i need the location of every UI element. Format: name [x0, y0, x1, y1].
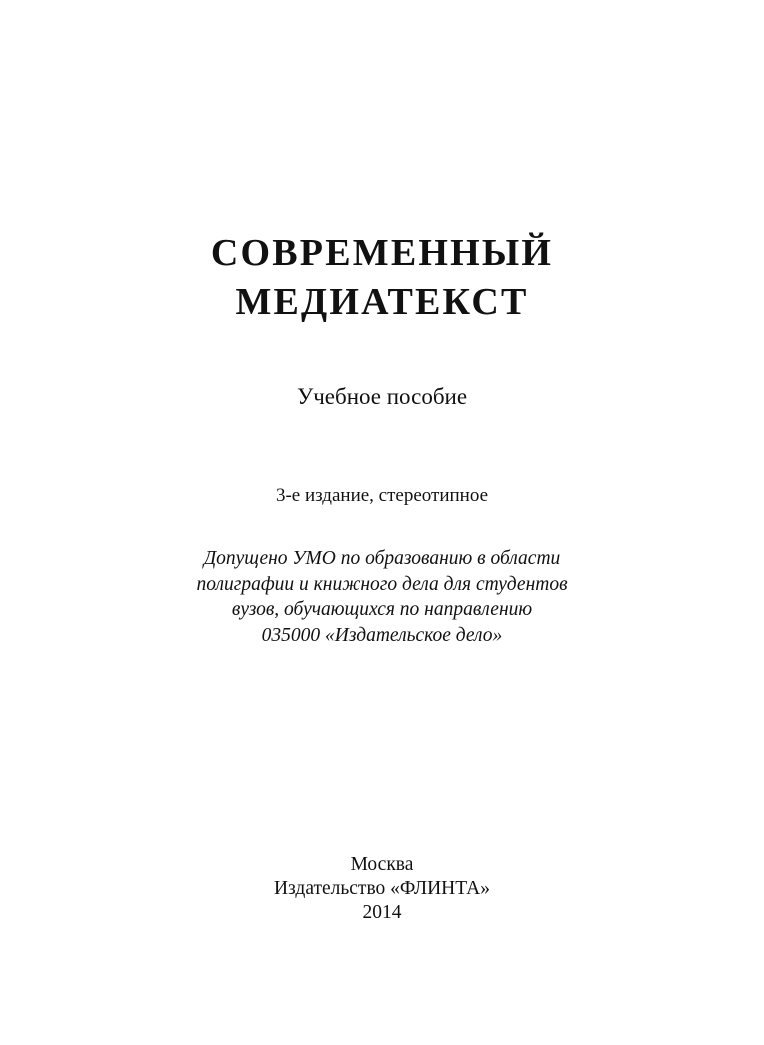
book-title [0, 229, 764, 327]
book-title-line-2: МЕДИАТЕКСТ [235, 281, 529, 323]
book-subtitle: Учебное пособие [296, 384, 468, 409]
approval-line-2: полиграфии и книжного дела для студентов [196, 573, 568, 595]
approval-line-3: вузов, обучающихся по направлению [231, 599, 533, 620]
book-title-line-1: СОВРЕМЕННЫЙ [210, 232, 554, 274]
edition-note: 3-е издание, стереотипное [275, 485, 489, 506]
imprint-city: Москва [350, 854, 414, 875]
approval-line-4: 035000 «Издательское дело» [261, 624, 503, 646]
approval-line-1: Допущено УМО по образованию в области [203, 548, 561, 569]
approval-statement [0, 546, 764, 648]
imprint-year: 2014 [362, 902, 402, 923]
imprint-publisher: Издательство «ФЛИНТА» [273, 878, 491, 899]
publisher-imprint [0, 853, 764, 925]
